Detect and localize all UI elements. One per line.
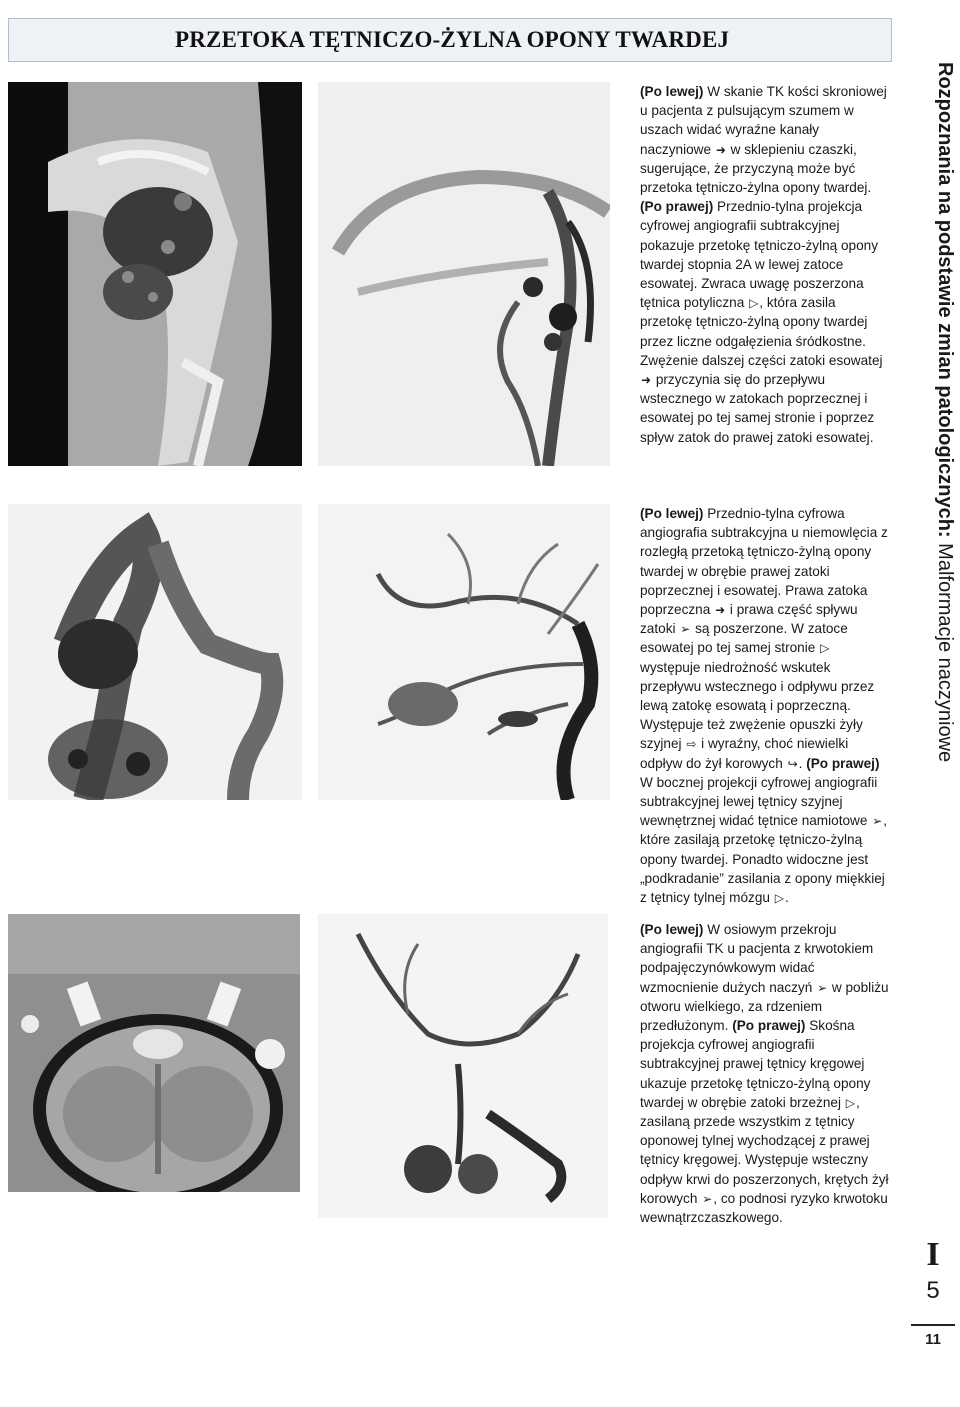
ct-temporal-bone-image — [8, 82, 302, 466]
arrow-icon: ➢ — [872, 814, 883, 829]
solid-arrow-icon: ➜ — [641, 373, 652, 388]
open-arrowhead-icon: ▷ — [749, 296, 759, 311]
curved-arrow-icon: ↪ — [787, 756, 798, 771]
arrow-icon: ➢ — [702, 1191, 713, 1206]
dsa-lateral-ica-image — [318, 504, 610, 800]
section-arabic: 5 — [926, 1277, 940, 1304]
solid-arrow-icon: ➜ — [715, 142, 726, 157]
dsa-oblique-vertebral-image — [318, 914, 608, 1218]
dsa-ap-projection-image — [318, 82, 610, 466]
caption-2: (Po lewej) Przednio-tylna cyfrowa angiografia subtrakcyjna u niemowlęcia z rozległą przetoką tętniczo-żylną opony twardej w obrębie prawej zatoki poprzecznej i esowatej. Prawa zatoka poprzeczna ➜ i prawa część spływu zatoki ➢ są poszerzone. W zatoce esowatej po tej samej stronie ▷ występuje niedrożność wskutek przepływu wstecznego i odpływu przez lewą zatokę esowatą i poprzeczną. Występuje też zwężenie opuszki żyły szyjnej ⇨ i wyraźny, choć niewielki odpływ do żył korowych ↪. (Po prawej) W bocznej projekcji cyfrowej angiografii subtrakcyjnej lewej tętnicy szyjnej wewnętrznej widać tętnice namiotowe ➢, które zasilają przetokę tętniczo-żylną opony twardej. Ponadto widoczne jest „podkradanie” zasilania z opony miękkiej z tętnicy tylnej mózgu ▷. — [640, 506, 888, 906]
page-title: PRZETOKA TĘTNICZO-ŻYLNA OPONY TWARDEJ — [175, 27, 730, 52]
page-number: 11 — [911, 1324, 955, 1354]
open-arrowhead-icon: ▷ — [845, 1095, 855, 1110]
chapter-running-title — [933, 62, 956, 762]
arrow-icon: ➢ — [680, 622, 691, 637]
section-roman: I — [926, 1236, 940, 1273]
caption-3: (Po lewej) W osiowym przekroju angiografii TK u pacjenta z krwotokiem podpajęczynówkowym widać wzmocnienie dużych naczyń ➢ w pobliżu otworu wielkiego, za rdzeniem przedłużonym. (Po prawej) Skośna projekcja cyfrowej angiografii subtrakcyjnej prawej tętnicy kręgowej ukazuje przetokę tętniczo-żylną opony twardej w obrębie zatoki brzeżnej ▷, zasilaną przede wszystkim z tętnicy oponowej tylnej wychodzącej z prawej tętnicy kręgowej. Występuje wsteczny odpływ krwi do poszerzonych, krętych żył korowych ➢, co podnosi ryzyko krwotoku wewnątrzczaszkowego. — [640, 922, 889, 1226]
dsa-infant-ap-image — [8, 504, 302, 800]
cta-axial-image — [8, 914, 300, 1192]
open-arrowhead-icon: ▷ — [820, 641, 830, 656]
open-arrow-icon: ⇨ — [686, 737, 697, 752]
caption-1: (Po lewej) W skanie TK kości skroniowej u pacjenta z pulsującym szumem w uszach widać wyraźne kanały naczyniowe ➜ w sklepieniu czaszki, sugerujące, że przyczyną może być przetoka tętniczo-żylna opony twardej. (Po prawej) Przednio-tylna projekcja cyfrowej angiografii subtrakcyjnej pokazuje przetokę tętniczo-żylną opony twardej stopnia 2A w lewej zatoce esowatej. Zwraca uwagę poszerzona tętnica potyliczna ▷, która zasila przetokę tętniczo-żylną opony twardej przez liczne odgałęzienia śródkostne. Zwężenie dalszej części zatoki esowatej ➜ przyczynia się do przepływu wstecznego w zatokach poprzecznej i esowatej po tej samej stronie i poprzez spływ zatok do prawej zatoki esowatej. — [640, 84, 887, 445]
section-marker — [915, 1238, 951, 1306]
open-arrowhead-icon: ▷ — [774, 891, 784, 906]
arrow-icon: ➢ — [817, 980, 828, 995]
chapter-title-bold: Rozpoznania na podstawie zmian patologicznych: — [934, 62, 956, 538]
chapter-title-light: Malformacje naczyniowe — [934, 537, 956, 763]
solid-arrow-icon: ➜ — [715, 603, 726, 618]
